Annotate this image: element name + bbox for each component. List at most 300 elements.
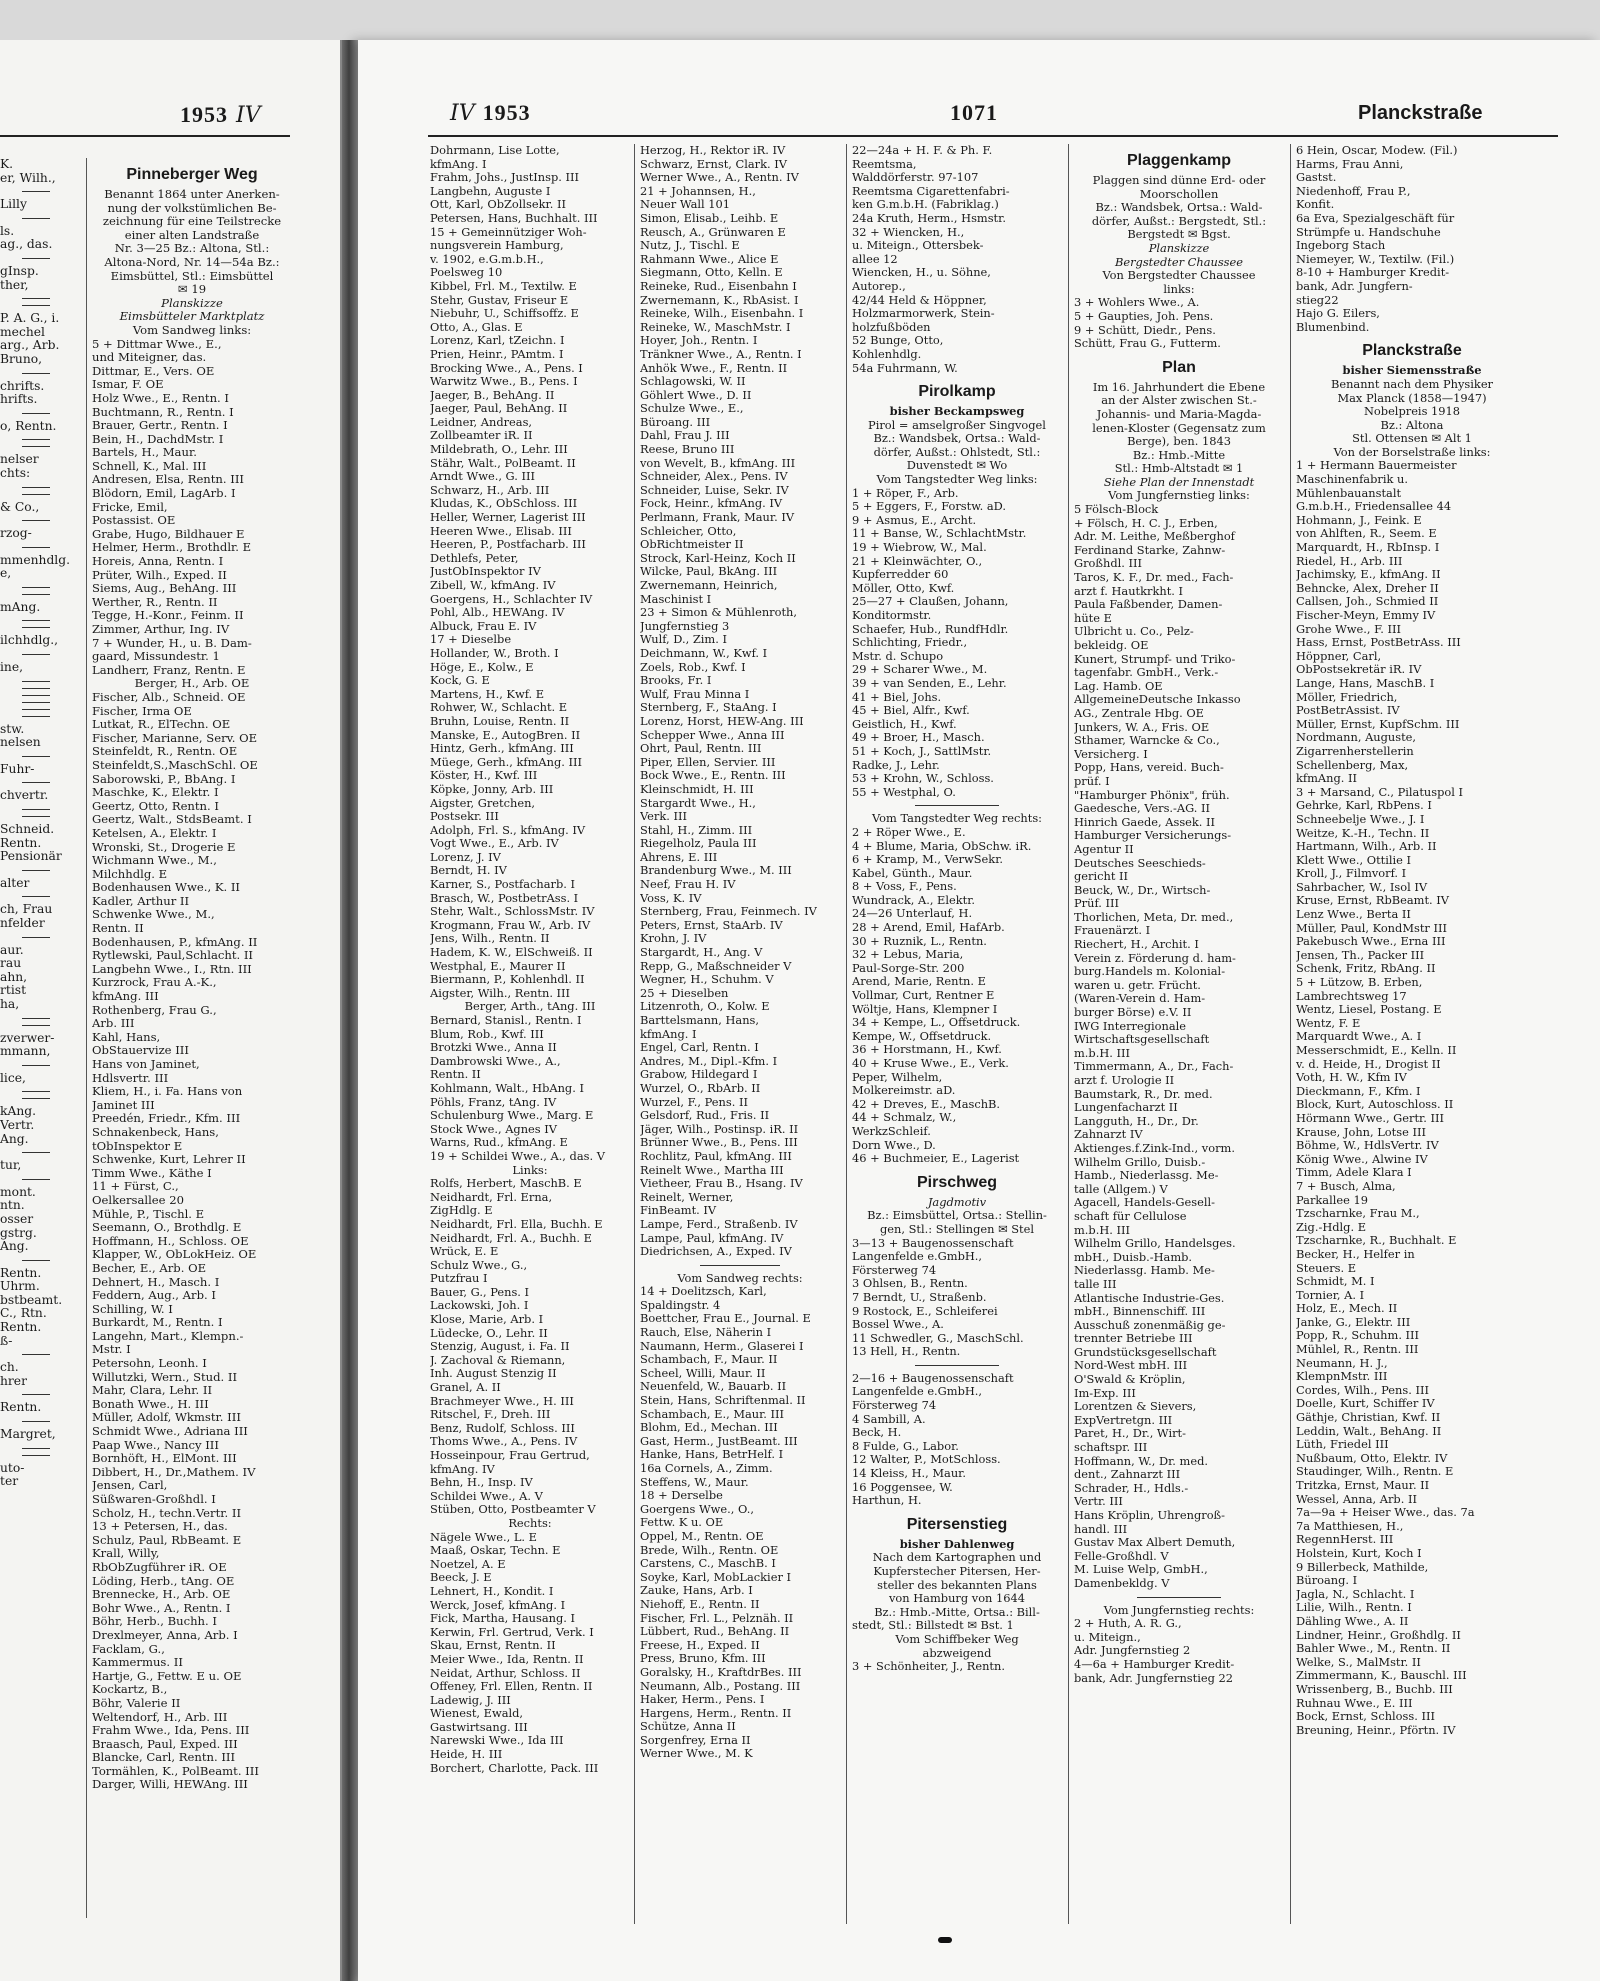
directory-entry: Klose, Marie, Arb. I: [430, 1312, 544, 1327]
directory-entry: Manske, E., AutogBren. II: [430, 727, 581, 742]
directory-entry: nung der volkstümlichen Be-: [107, 200, 277, 215]
directory-entry: Lange, Hans, MaschB. I: [1296, 675, 1435, 690]
directory-entry: nungsverein Hamburg,: [430, 238, 564, 253]
directory-entry: Schepper Wwe., Anna III: [640, 727, 785, 742]
directory-entry: Borchert, Charlotte, Pack. III: [430, 1760, 599, 1775]
directory-entry: chrifts.: [0, 378, 45, 393]
directory-entry: Reineke, Wilh., Eisenbahn. I: [640, 306, 804, 321]
directory-entry: Thorlichen, Meta, Dr. med.,: [1074, 909, 1234, 924]
directory-entry: Riechert, H., Archit. I: [1074, 937, 1199, 952]
directory-entry: 42 + Dreves, E., MaschB.: [852, 1096, 1001, 1111]
directory-entry: Postassist. OE: [92, 513, 176, 528]
directory-entry: Wundrack, A., Elektr.: [852, 892, 976, 907]
directory-entry: Verk. III: [640, 809, 688, 824]
directory-entry: Brasch, W., PostbetrAss. I: [430, 890, 579, 905]
directory-entry: Niedenhoff, Frau P.,: [1296, 183, 1411, 198]
divider-3: [1068, 144, 1069, 1924]
directory-entry: Kupferredder 60: [852, 567, 949, 582]
directory-entry: Timm Wwe., Käthe I: [92, 1165, 212, 1180]
directory-entry: Werner Wwe., A., Rentn. IV: [640, 170, 799, 185]
directory-entry: 6 + Kramp, M., VerwSekr.: [852, 852, 1004, 867]
directory-entry: Pirol = amselgroßer Singvogel: [868, 417, 1046, 432]
directory-entry: Prüter, Wilh., Exped. II: [92, 567, 227, 582]
directory-entry: Reinelt, Werner,: [640, 1189, 734, 1204]
directory-entry: einer alten Landstraße: [124, 227, 260, 242]
directory-entry: Tzscharnke, Frau M.,: [1296, 1206, 1420, 1221]
directory-entry: König Wwe., Alwine IV: [1296, 1151, 1428, 1166]
directory-entry: Zimmermann, K., Bauschl. III: [1296, 1668, 1467, 1683]
separator: [22, 620, 51, 621]
directory-entry: v. 1902, e.G.m.b.H.,: [430, 251, 544, 266]
directory-entry: 3 Ohlsen, B., Rentn.: [852, 1276, 968, 1291]
directory-entry: chvertr.: [0, 788, 49, 803]
directory-entry: 25 + Dieselben: [640, 985, 729, 1000]
directory-entry: Langguth, H., Dr., Dr.: [1074, 1113, 1199, 1128]
directory-entry: Müege, Gerh., kfmAng. III: [430, 754, 583, 769]
street-title-pinneberger-weg: Pinneberger Weg: [126, 166, 258, 183]
directory-entry: Kohlenhdlg.: [852, 346, 922, 361]
directory-entry: Mstr. d. Schupo: [852, 648, 944, 663]
directory-entry: "Hamburger Phönix", früh.: [1074, 787, 1230, 802]
directory-entry: Narewski Wwe., Ida III: [430, 1733, 564, 1748]
directory-entry: Schneider, Luise, Sekr. IV: [640, 482, 789, 497]
directory-entry: Stock Wwe., Agnes IV: [430, 1121, 557, 1136]
directory-entry: Jensen, Th., Packer III: [1296, 947, 1425, 962]
directory-entry: Süßwaren-Großhdl. I: [92, 1492, 216, 1506]
directory-entry: Rentn. II: [430, 1067, 481, 1082]
directory-entry: Niebuhr, U., Schiffsoffz. E: [430, 306, 579, 321]
street-title: Plan: [1162, 358, 1196, 376]
directory-entry: Aigster, Wilh., Rentn. III: [430, 985, 571, 1000]
directory-entry: Warwitz Wwe., B., Pens. I: [430, 374, 578, 389]
directory-entry: nelsen: [0, 735, 41, 750]
directory-entry: Lehnert, H., Kondit. I: [430, 1583, 554, 1598]
directory-entry: 53 + Krohn, W., Schloss.: [852, 771, 994, 786]
directory-entry: Rothenberg, Frau G.,: [92, 1002, 217, 1017]
directory-entry: Schellenberg, Max,: [1296, 757, 1409, 772]
separator: [22, 627, 51, 628]
directory-entry: Gehrke, Karl, RbPens. I: [1296, 798, 1432, 813]
directory-entry: Moorschollen: [1139, 186, 1219, 201]
directory-entry: Bonath Wwe., H. III: [92, 1396, 209, 1411]
directory-entry: Kadler, Arthur II: [92, 893, 190, 908]
directory-entry: Hoffmann, W., Dr. med.: [1074, 1453, 1208, 1468]
directory-entry: Hdlsvertr. III: [92, 1070, 169, 1085]
directory-entry: Jaminet III: [92, 1097, 155, 1112]
directory-entry: Werner Wwe., M. K: [640, 1746, 753, 1761]
directory-entry: Mstr. I: [92, 1342, 131, 1357]
directory-entry: Reusch, A., Grünwaren E: [640, 224, 786, 239]
directory-entry: Hoffmann, H., Schloss. OE: [92, 1233, 249, 1248]
directory-entry: Steinfeldt,S.,MaschSchl. OE: [92, 757, 258, 772]
directory-entry: 55 + Westphal, O.: [852, 784, 956, 799]
directory-entry: Holz, E., Mech. II: [1296, 1301, 1398, 1316]
directory-entry: Bz.: Hmb.-Mitte: [1132, 447, 1226, 462]
directory-entry: Bodenhausen Wwe., K. II: [92, 880, 241, 895]
directory-entry: Kludas, K., ObSchloss. III: [430, 496, 578, 511]
directory-entry: Wronski, St., Drogerie E: [92, 839, 236, 854]
directory-entry: Kliem, H., i. Fa. Hans von: [92, 1084, 243, 1099]
directory-entry: gaard, Missundestr. 1: [92, 649, 220, 664]
directory-entry: Zollbeamter iR. II: [430, 428, 533, 443]
directory-entry: Freese, H., Exped. II: [640, 1637, 760, 1652]
directory-entry: Duvenstedt ✉ Wo: [906, 458, 1008, 473]
directory-entry: Heller, Werner, Lagerist III: [430, 510, 586, 525]
directory-entry: arzt f. Hautkrkht. I: [1074, 583, 1184, 598]
directory-entry: Werck, Josef, kfmAng. I: [430, 1597, 566, 1612]
directory-entry: Blödorn, Emil, LagArb. I: [92, 486, 236, 501]
directory-entry: 28 + Arend, Emil, HafArb.: [852, 920, 1005, 935]
directory-entry: Granel, A. II: [430, 1380, 501, 1395]
directory-entry: 9 Billerbeck, Mathilde,: [1296, 1559, 1429, 1574]
directory-entry: 21 + Kleinwächter, O.,: [852, 553, 983, 568]
directory-entry: Fettw. K u. OE: [640, 1515, 724, 1530]
directory-entry: hrifts.: [0, 392, 38, 407]
directory-entry: Adr. Jungfernstieg 2: [1074, 1643, 1191, 1658]
directory-entry: Oppel, M., Rentn. OE: [640, 1528, 764, 1543]
directory-entry: kfmAng. IV: [430, 1461, 495, 1476]
directory-entry: 23 + Simon & Mühlenroth,: [640, 605, 797, 620]
directory-entry: 45 + Biel, Alfr., Kwf.: [852, 703, 970, 718]
directory-entry: Engel, Carl, Rentn. I: [640, 1040, 759, 1055]
directory-entry: waren u. getr. Frücht.: [1074, 977, 1201, 992]
directory-entry: 7 + Busch, Alma,: [1296, 1178, 1396, 1193]
directory-entry: Ang.: [0, 1239, 29, 1254]
directory-entry: Reemtsma,: [852, 156, 917, 171]
directory-entry: Gast, Herm., JustBeamt. III: [640, 1433, 798, 1448]
directory-entry: m.b.H. III: [1074, 1222, 1131, 1237]
directory-entry: Hans Kröplin, Uhrengroß-: [1074, 1508, 1226, 1522]
directory-entry: Brede, Wilh., Rentn. OE: [640, 1542, 779, 1557]
directory-entry: Schildei Wwe., A. V: [430, 1488, 543, 1503]
directory-entry: Brocking Wwe., A., Pens. I: [430, 360, 583, 375]
directory-entry: Rentn.: [0, 1265, 42, 1280]
directory-entry: 5 + Gaupties, Joh. Pens.: [1074, 308, 1214, 323]
directory-entry: Jäger, Wilh., Postinsp. iR. II: [640, 1121, 799, 1136]
directory-entry: nelser: [0, 452, 39, 467]
directory-entry: Hargens, Herm., Rentn. II: [640, 1705, 792, 1720]
directory-entry: Leidner, Andreas,: [430, 414, 533, 429]
directory-entry: Ott, Karl, ObZollsekr. II: [430, 197, 566, 212]
directory-entry: Staudinger, Wilh., Rentn. E: [1296, 1464, 1454, 1479]
directory-entry: kAng.: [0, 1104, 37, 1119]
directory-entry: Schneider, Alex., Pens. IV: [640, 469, 788, 484]
directory-entry: Nobelpreis 1918: [1363, 404, 1461, 419]
directory-entry: Altona-Nord, Nr. 14—54a Bz.:: [104, 254, 280, 269]
directory-entry: Ahrens, E. III: [640, 849, 718, 864]
directory-entry: Gäthje, Christian, Kwf. II: [1296, 1410, 1441, 1425]
directory-entry: 5 Fölsch-Block: [1074, 502, 1159, 517]
directory-entry: Perlmann, Frank, Maur. IV: [640, 510, 795, 525]
directory-entry: Bornhöft, H., ElMont. III: [92, 1451, 237, 1466]
directory-entry: Stein, Hans, Schriftenmal. II: [640, 1393, 806, 1408]
separator: [22, 1025, 51, 1026]
directory-entry: Sahrbacher, W., Isol IV: [1296, 879, 1428, 894]
directory-entry: Wöltje, Hans, Klempner I: [852, 1001, 998, 1016]
directory-entry: Press, Bruno, Kfm. III: [640, 1651, 766, 1666]
directory-entry: prüf. I: [1074, 773, 1110, 788]
directory-entry: WerkzSchleif.: [852, 1123, 931, 1138]
directory-entry: Braasch, Paul, Exped. III: [92, 1736, 238, 1751]
directory-entry: Vogt Wwe., E., Arb. IV: [430, 836, 559, 851]
directory-entry: ag., das.: [0, 237, 53, 252]
directory-entry: Radke, J., Lehr.: [852, 757, 940, 772]
directory-entry: Timmermann, A., Dr., Fach-: [1074, 1059, 1234, 1074]
directory-entry: Dambrowski Wwe., A.,: [430, 1053, 561, 1068]
directory-entry: Langenfelde e.GmbH.,: [852, 1384, 983, 1399]
directory-entry: 9 + Asmus, E., Archt.: [852, 512, 977, 527]
directory-entry: Ruhnau Wwe., E. III: [1296, 1695, 1413, 1710]
directory-entry: + Fölsch, H. C. J., Erben,: [1074, 515, 1218, 530]
directory-entry: Langehn, Mart., Klempn.-: [92, 1328, 244, 1343]
directory-entry: Tegge, H.-Konr., Feinm. II: [92, 608, 244, 623]
directory-entry: Arb. III: [92, 1016, 135, 1031]
directory-entry: v. d. Heide, H., Drogist II: [1296, 1056, 1441, 1071]
directory-entry: Paap Wwe., Nancy III: [92, 1437, 219, 1452]
directory-entry: Landherr, Franz, Rentn. E: [92, 662, 246, 677]
directory-entry: Wurzel, F., Pens. II: [640, 1094, 748, 1109]
directory-entry: Felle-Großhdl. V: [1074, 1548, 1169, 1563]
right-header-year: 1953: [482, 100, 531, 125]
directory-entry: Wulf, D., Zim. I: [640, 632, 727, 647]
directory-entry: abzweigend: [922, 1645, 992, 1660]
directory-entry: Grohe Wwe., F. III: [1296, 621, 1402, 636]
directory-entry: Grabow, Hildegard I: [640, 1067, 758, 1082]
directory-entry: Pakebusch Wwe., Erna III: [1296, 934, 1446, 949]
separator: [22, 870, 51, 871]
directory-entry: 19 + Wiebrow, W., Mal.: [852, 540, 987, 555]
directory-entry: Bergstedter Chaussee: [1114, 254, 1244, 269]
directory-entry: Schlagowski, W. II: [640, 374, 746, 389]
directory-entry: mont.: [0, 1184, 36, 1199]
directory-entry: Popp, Hans, vereid. Buch-: [1074, 760, 1224, 775]
directory-entry: mmann,: [0, 1044, 51, 1059]
directory-entry: Behncke, Alex, Dreher II: [1296, 580, 1439, 595]
directory-entry: Bz.: Wandsbek, Ortsa.: Wald-: [1095, 200, 1263, 215]
directory-entry: ch, Frau: [0, 902, 53, 917]
left-margin-column: [0, 158, 72, 1489]
directory-entry: Köpke, Jonny, Arb. III: [430, 781, 554, 796]
directory-entry: Callsen, Joh., Schmied II: [1296, 594, 1439, 609]
directory-entry: Beeck, J. E: [430, 1570, 492, 1585]
directory-entry: 42/44 Held & Höppner,: [852, 292, 987, 307]
directory-entry: IWG Interregionale: [1074, 1018, 1187, 1033]
directory-entry: 46 + Buchmeier, E., Lagerist: [852, 1151, 1020, 1166]
directory-entry: Preedén, Friedr., Kfm. III: [92, 1111, 241, 1126]
directory-entry: Berge), ben. 1843: [1127, 434, 1231, 449]
separator: [22, 1018, 51, 1019]
directory-entry: Pöhls, Franz, tAng. IV: [430, 1094, 557, 1109]
directory-entry: Hohmann, J., Feink. E: [1296, 512, 1422, 527]
right-header-rule: [428, 135, 1558, 137]
directory-entry: Anhök Wwe., F., Rentn. II: [640, 360, 788, 375]
directory-entry: Schleicher, Otto,: [640, 523, 737, 538]
directory-entry: 2 + Huth, A. R. G.,: [1074, 1616, 1182, 1631]
directory-entry: Andres, M., Dipl.-Kfm. I: [640, 1053, 778, 1068]
directory-entry: rtist: [0, 983, 27, 998]
directory-entry: Thoms Wwe., A., Pens. IV: [430, 1434, 578, 1449]
directory-entry: Neumann, H. J.,: [1296, 1355, 1388, 1370]
directory-entry: Frahm Wwe., Ida, Pens. III: [92, 1723, 250, 1738]
directory-entry: Strock, Karl-Heinz, Koch II: [640, 550, 796, 565]
directory-entry: Herzog, H., Rektor iR. IV: [640, 144, 786, 157]
directory-entry: Stehr, Walt., SchlossMstr. IV: [430, 904, 595, 919]
directory-entry: Wegner, H., Schuhm. V: [640, 972, 774, 987]
separator: [22, 681, 51, 682]
directory-entry: Peters, Ernst, StaArb. IV: [640, 917, 783, 932]
directory-entry: Vertr. III: [1074, 1494, 1123, 1509]
directory-entry: Kammermus. II: [92, 1655, 183, 1670]
directory-entry: FinBeamt. IV: [640, 1203, 717, 1218]
separator: [22, 446, 51, 447]
directory-entry: Schwenke, Kurt, Lehrer II: [92, 1152, 246, 1167]
divider-2: [846, 144, 847, 1924]
directory-entry: Eimsbüttel, Stl.: Eimsbüttel: [110, 268, 274, 283]
directory-entry: Schlichting, Friedr.,: [852, 635, 968, 650]
directory-entry: gInsp.: [0, 263, 39, 278]
separator: [700, 1265, 780, 1266]
directory-entry: Autorep.,: [852, 278, 906, 293]
directory-entry: 32 + Lebus, Maria,: [852, 947, 964, 962]
directory-entry: O'Swald & Kröplin,: [1074, 1372, 1186, 1387]
directory-entry: ken G.m.b.H. (Fabriklag.): [852, 197, 999, 212]
separator: [22, 1065, 51, 1066]
directory-entry: Lilie, Wilh., Rentn. I: [1296, 1600, 1412, 1615]
directory-entry: Schneid.: [0, 822, 55, 837]
directory-entry: Ladewig, J. III: [430, 1692, 511, 1707]
directory-entry: ObStauervize III: [92, 1043, 189, 1058]
directory-entry: Marquardt Wwe., A. I: [1296, 1029, 1422, 1044]
directory-entry: Zwernemann, K., RbAsist. I: [640, 292, 799, 307]
directory-entry: Holzmarmorwerk, Stein-: [852, 306, 995, 321]
directory-entry: talle III: [1074, 1276, 1117, 1291]
directory-entry: stw.: [0, 721, 25, 736]
directory-entry: talle (Allgem.) V: [1074, 1181, 1168, 1196]
directory-entry: rau: [0, 956, 22, 971]
directory-entry: K.: [0, 158, 14, 171]
directory-entry: 34 + Kempe, L., Offsetdruck.: [852, 1015, 1021, 1030]
separator: [22, 373, 51, 374]
directory-entry: 16a Cornels, A., Zimm.: [640, 1461, 773, 1475]
directory-entry: Atlantische Industrie-Ges.: [1074, 1290, 1225, 1305]
separator: [22, 756, 51, 757]
left-page: [0, 40, 342, 1981]
separator: [22, 1455, 51, 1456]
directory-entry: Wurzel, O., RbArb. II: [640, 1080, 761, 1095]
directory-entry: Von der Borselstraße links:: [1333, 444, 1491, 459]
directory-entry: Poelsweg 10: [430, 265, 503, 280]
directory-entry: 8 + Voss, F., Pens.: [852, 879, 957, 894]
directory-entry: Aktienges.f.Zink-Ind., vorm.: [1074, 1140, 1235, 1155]
right-page: [358, 40, 1600, 1981]
directory-entry: Helmer, Herm., Brothdlr. E: [92, 540, 252, 555]
directory-entry: Hosseinpour, Frau Gertrud,: [430, 1448, 590, 1462]
street-title: Pitersenstieg: [906, 1515, 1008, 1533]
directory-entry: AG., Zentrale Hbg. OE: [1074, 705, 1205, 720]
directory-entry: Steinfeldt, R., Rentn. OE: [92, 744, 238, 759]
directory-entry: Becher, E., Arb. OE: [92, 1260, 207, 1275]
separator: [22, 594, 51, 595]
directory-entry: Ferdinand Starke, Zahnw-: [1074, 542, 1226, 557]
directory-entry: Jens, Wilh., Rentn. II: [430, 931, 550, 946]
directory-entry: Hörmann Wwe., Gertr. III: [1296, 1110, 1444, 1125]
directory-entry: Brünner Wwe., B., Pens. III: [640, 1135, 798, 1150]
directory-entry: Adr. M. Leithe, Meßberghof: [1074, 529, 1235, 544]
separator: [22, 191, 51, 192]
directory-entry: chts:: [0, 465, 31, 480]
directory-entry: Bz.: Wandsbek, Ortsa.: Wald-: [873, 431, 1041, 446]
directory-entry: Grundstücksgesellschaft: [1074, 1344, 1217, 1359]
directory-entry: Rolfs, Herbert, MaschB. E: [430, 1176, 582, 1191]
directory-entry: Meier Wwe., Ida, Rentn. II: [430, 1651, 584, 1666]
directory-entry: Mühle, P., Tischl. E: [92, 1206, 205, 1221]
directory-entry: Albuck, Frau E. IV: [430, 618, 537, 633]
directory-entry: Ketelsen, A., Elektr. I: [92, 825, 217, 840]
separator: [22, 1448, 51, 1449]
directory-entry: Vom Schiffbeker Weg: [895, 1631, 1019, 1646]
directory-entry: C., Rtn.: [0, 1306, 47, 1321]
separator: [1137, 1597, 1221, 1598]
separator: [22, 896, 51, 897]
directory-entry: Lungenfacharzt II: [1074, 1100, 1178, 1115]
directory-entry: kfmAng. I: [430, 156, 487, 171]
directory-entry: Schütze, Anna II: [640, 1719, 736, 1734]
directory-entry: Ausschuß zonenmäßig ge-: [1074, 1317, 1226, 1332]
directory-entry: Gustav Max Albert Demuth,: [1074, 1535, 1236, 1550]
directory-entry: burg.Handels m. Kolonial-: [1074, 964, 1226, 979]
directory-entry: stieg22: [1296, 292, 1339, 307]
directory-entry: 41 + Biel, Johs.: [852, 689, 942, 704]
directory-entry: J. Zachoval & Riemann,: [430, 1352, 566, 1367]
directory-entry: Spaldingstr. 4: [640, 1297, 721, 1312]
directory-entry: Hajo G. Eilers,: [1296, 306, 1380, 321]
directory-entry: ter: [0, 1474, 19, 1489]
directory-entry: 21 + Johannsen, H.,: [640, 183, 756, 198]
directory-entry: Skau, Ernst, Rentn. II: [430, 1638, 556, 1653]
directory-entry: Buchtmann, R., Rentn. I: [92, 404, 234, 419]
directory-entry: Margret,: [0, 1427, 56, 1442]
separator: [915, 1365, 999, 1366]
directory-entry: 3 + Schönheiter, J., Rentn.: [852, 1659, 1005, 1674]
directory-entry: zverwer-: [0, 1030, 55, 1045]
directory-entry: Siems, Aug., BehAng. III: [92, 581, 237, 596]
directory-entry: Mühlenbauanstalt: [1296, 485, 1402, 500]
directory-entry: nfelder: [0, 916, 45, 930]
directory-entry: Jaeger, Paul, BehAng. II: [430, 401, 568, 416]
directory-entry: Horeis, Anna, Rentn. I: [92, 554, 224, 569]
directory-entry: Wrissenberg, B., Buchb. III: [1296, 1681, 1453, 1696]
directory-entry: 19 + Schildei Wwe., A., das. V: [430, 1148, 605, 1163]
page-number: [950, 100, 998, 126]
directory-entry: steller des bekannten Plans: [877, 1577, 1037, 1592]
directory-entry: Geertz, Walt., StdsBeamt. I: [92, 812, 252, 827]
directory-entry: o, Rentn.: [0, 418, 57, 433]
directory-entry: Walddörferstr. 97-107: [852, 170, 979, 185]
directory-entry: Pensionär: [0, 849, 62, 864]
directory-entry: Planskizze: [161, 295, 223, 310]
directory-entry: Neuer Wall 101: [640, 197, 731, 212]
directory-entry: Verein z. Förderung d. ham-: [1074, 950, 1236, 965]
directory-entry: Möller, Friedrich,: [1296, 689, 1398, 704]
directory-entry: Offeney, Frl. Ellen, Rentn. II: [430, 1679, 593, 1694]
directory-entry: Simon, Elisab., Leihb. E: [640, 210, 779, 225]
directory-entry: Gelsdorf, Rud., Fris. II: [640, 1108, 770, 1123]
directory-entry: Boettcher, Frau E., Journal. E: [640, 1311, 811, 1326]
directory-entry: Cordes, Wilh., Pens. III: [1296, 1382, 1429, 1397]
right-header-roman: IV: [450, 101, 475, 126]
directory-entry: Arndt Wwe., G. III: [430, 469, 535, 484]
directory-entry: JustObInspektor IV: [430, 564, 541, 579]
